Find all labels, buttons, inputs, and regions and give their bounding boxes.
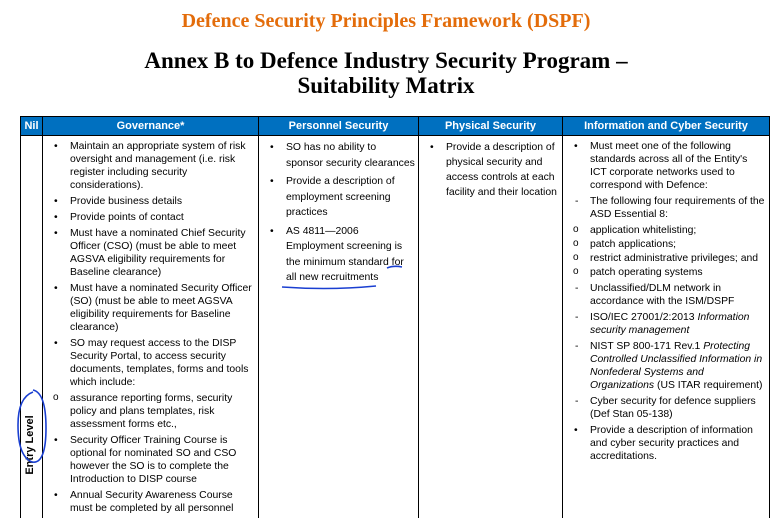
iso-label: ISO/IEC 27001/2:2013 — [590, 312, 697, 323]
col-header-personnel: Personnel Security — [259, 117, 419, 136]
list-item: • Provide a description of employment screening practices — [262, 174, 415, 221]
cyber-list — [566, 140, 766, 463]
list-item: • Provide a description of information and cyber security practices and accreditations. — [566, 424, 766, 463]
list-item: - Cyber security for defence suppliers (Def Stan 05-138) — [566, 395, 766, 421]
iso-title: Information security management — [590, 312, 749, 336]
list-item: - The following four requirements of the ASD Essential 8: — [566, 195, 766, 221]
col-header-physical: Physical Security — [419, 117, 563, 136]
nist-note: (US ITAR requirement) — [654, 380, 762, 391]
list-item: • SO has no ability to sponsor security clearances — [262, 140, 415, 171]
physical-cell — [419, 136, 563, 518]
list-item: • AS 4811—2006 Employment screening is the minimum standard for all new recruitments — [262, 224, 415, 286]
suitability-matrix — [20, 116, 770, 518]
list-item: • Provide a description of physical security and access controls at each facility and their location — [422, 140, 559, 200]
nist-label: NIST SP 800-171 Rev.1 — [590, 341, 703, 352]
row-label-cell — [21, 136, 43, 518]
personnel-cell — [259, 136, 419, 518]
header-row — [21, 117, 770, 136]
annex-title-line-1: Annex B to Defence Industry Security Program – — [0, 48, 772, 73]
physical-list — [422, 140, 559, 200]
governance-list — [46, 140, 255, 515]
list-item: • Security Officer Training Course is optional for nominated SO and CSO however the SO is to complete the Introduction to DISP course — [46, 434, 255, 486]
annex-title — [0, 48, 772, 98]
col-header-governance: Governance* — [43, 117, 259, 136]
list-item: • Must have a nominated Security Officer (SO) (must be able to meet AGSVA eligibility requirements for Baseline clearance) — [46, 282, 255, 334]
list-item: • Must meet one of the following standards across all of the Entity's ICT corporate networks used to correspond with Defence: — [566, 140, 766, 192]
personnel-list — [262, 140, 415, 286]
cyber-cell — [563, 136, 770, 518]
framework-title: Defence Security Principles Framework (DSPF) — [0, 10, 772, 33]
list-item: • Maintain an appropriate system of risk oversight and management (i.e. risk register including security considerations). — [46, 140, 255, 192]
list-item: • SO may request access to the DISP Security Portal, to access security documents, templates, forms and tools which include: — [46, 337, 255, 389]
list-subitem: o assurance reporting forms, security policy and plans templates, risk assessment forms etc., — [46, 392, 255, 431]
list-item: • Provide points of contact — [46, 211, 255, 224]
list-item: • Annual Security Awareness Course must be completed by all personnel — [46, 489, 255, 515]
entry-level-row — [21, 136, 770, 518]
list-subitem: o restrict administrative privileges; and — [566, 252, 766, 265]
row-label-entry-level: Entry Level — [22, 415, 38, 475]
list-subitem: o application whitelisting; — [566, 224, 766, 237]
list-item — [566, 311, 766, 337]
nist-title: Protecting Controlled Unclassified Information in Nonfederal Systems and Organizations — [590, 341, 762, 391]
governance-cell — [43, 136, 259, 518]
list-subitem: o patch applications; — [566, 238, 766, 251]
list-item — [566, 340, 766, 392]
list-item: • Provide business details — [46, 195, 255, 208]
list-subitem: o patch operating systems — [566, 266, 766, 279]
col-header-cyber: Information and Cyber Security — [563, 117, 770, 136]
col-header-nil: Nil — [21, 117, 43, 136]
annex-title-line-2: Suitability Matrix — [0, 73, 772, 98]
list-item: - Unclassified/DLM network in accordance with the ISM/DSPF — [566, 282, 766, 308]
list-item: • Must have a nominated Chief Security Officer (CSO) (must be able to meet AGSVA eligibility requirements for Baseline clearance) — [46, 227, 255, 279]
